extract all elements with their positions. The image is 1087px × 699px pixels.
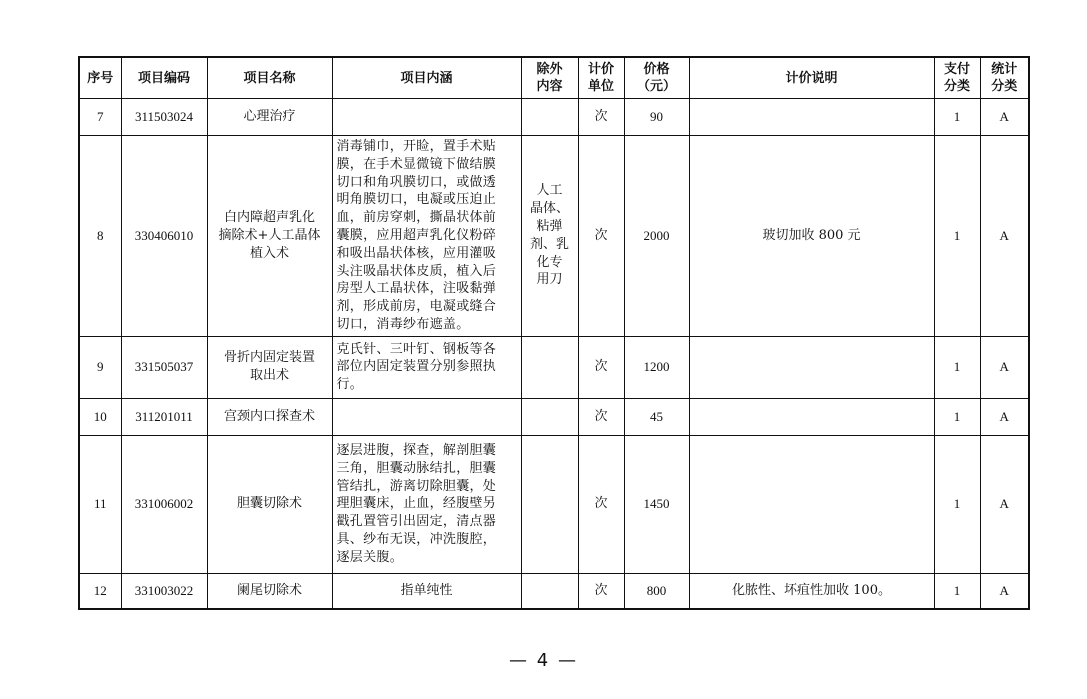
- cell-seq: 7: [79, 99, 121, 136]
- cell-stat: A: [980, 573, 1029, 609]
- cell-name: 白内障超声乳化 摘除术+人工晶体 植入术: [207, 136, 332, 337]
- cell-code: 311201011: [121, 398, 207, 435]
- pricing-table: [78, 56, 1030, 610]
- cell-price: 800: [624, 573, 689, 609]
- cell-name: 胆囊切除术: [207, 435, 332, 573]
- cell-seq: 12: [79, 573, 121, 609]
- cell-name: 骨折内固定装置 取出术: [207, 336, 332, 398]
- cell-note: [689, 336, 934, 398]
- cell-price: 45: [624, 398, 689, 435]
- cell-code: 331006002: [121, 435, 207, 573]
- cell-excluded: 人工 晶体、 粘弹 剂、乳 化专 用刀: [521, 136, 578, 337]
- header-note: 计价说明: [689, 57, 934, 99]
- table-row: [79, 336, 1029, 398]
- cell-note: [689, 435, 934, 573]
- cell-seq: 11: [79, 435, 121, 573]
- cell-note: [689, 99, 934, 136]
- header-stat: 统计 分类: [980, 57, 1029, 99]
- cell-price: 90: [624, 99, 689, 136]
- header-excluded: 除外 内容: [521, 57, 578, 99]
- header-price: 价格 （元）: [624, 57, 689, 99]
- cell-content: 指单纯性: [332, 573, 521, 609]
- cell-content: 逐层进腹，探查，解剖胆囊 三角，胆囊动脉结扎，胆囊 管结扎，游离切除胆囊，处 理胆囊床，止血，经腹壁另 戳孔置管引出固定，清点器 具、纱布无误，冲洗腹腔， 逐层关腹。: [332, 435, 521, 573]
- cell-stat: A: [980, 435, 1029, 573]
- cell-code: 331505037: [121, 336, 207, 398]
- table-row: [79, 573, 1029, 609]
- cell-name: 心理治疗: [207, 99, 332, 136]
- cell-excluded: [521, 435, 578, 573]
- cell-pay: 1: [934, 336, 980, 398]
- cell-pay: 1: [934, 99, 980, 136]
- cell-stat: A: [980, 336, 1029, 398]
- header-unit: 计价 单位: [578, 57, 624, 99]
- cell-note: 化脓性、坏疽性加收 100。: [689, 573, 934, 609]
- cell-pay: 1: [934, 435, 980, 573]
- header-pay: 支付 分类: [934, 57, 980, 99]
- cell-stat: A: [980, 398, 1029, 435]
- cell-code: 330406010: [121, 136, 207, 337]
- cell-code: 311503024: [121, 99, 207, 136]
- cell-unit: 次: [578, 136, 624, 337]
- cell-pay: 1: [934, 136, 980, 337]
- cell-content: 消毒铺巾，开睑，置手术贴 膜，在手术显微镜下做结膜 切口和角巩膜切口，或做透 明角膜切口，电凝或压迫止 血，前房穿刺，撕晶状体前 囊膜，应用超声乳化仪粉碎 和吸出晶状体核，应用灌吸 头注吸晶状体皮质，植入后 房型人工晶状体，注吸黏弹 剂，形成前房，电凝或缝合 切口，消毒纱布遮盖。: [332, 136, 521, 337]
- cell-price: 1450: [624, 435, 689, 573]
- cell-unit: 次: [578, 573, 624, 609]
- table-row: [79, 398, 1029, 435]
- cell-name: 宫颈内口探查术: [207, 398, 332, 435]
- header-code: 项目编码: [121, 57, 207, 99]
- page-number: — 4 —: [509, 650, 578, 671]
- cell-stat: A: [980, 136, 1029, 337]
- table-row: [79, 99, 1029, 136]
- cell-seq: 9: [79, 336, 121, 398]
- cell-excluded: [521, 573, 578, 609]
- cell-unit: 次: [578, 99, 624, 136]
- table-row: [79, 136, 1029, 337]
- cell-price: 1200: [624, 336, 689, 398]
- cell-code: 331003022: [121, 573, 207, 609]
- cell-content: 克氏针、三叶钉、钢板等各 部位内固定装置分别参照执 行。: [332, 336, 521, 398]
- header-name: 项目名称: [207, 57, 332, 99]
- cell-name: 阑尾切除术: [207, 573, 332, 609]
- cell-stat: A: [980, 99, 1029, 136]
- cell-seq: 10: [79, 398, 121, 435]
- cell-content: [332, 99, 521, 136]
- cell-unit: 次: [578, 336, 624, 398]
- cell-seq: 8: [79, 136, 121, 337]
- cell-pay: 1: [934, 398, 980, 435]
- cell-content: [332, 398, 521, 435]
- table-row: [79, 435, 1029, 573]
- cell-excluded: [521, 336, 578, 398]
- cell-excluded: [521, 99, 578, 136]
- cell-note: [689, 398, 934, 435]
- cell-price: 2000: [624, 136, 689, 337]
- cell-unit: 次: [578, 435, 624, 573]
- cell-excluded: [521, 398, 578, 435]
- header-seq: 序号: [79, 57, 121, 99]
- cell-unit: 次: [578, 398, 624, 435]
- header-row: [79, 57, 1029, 99]
- cell-note: 玻切加收 800 元: [689, 136, 934, 337]
- cell-pay: 1: [934, 573, 980, 609]
- header-content: 项目内涵: [332, 57, 521, 99]
